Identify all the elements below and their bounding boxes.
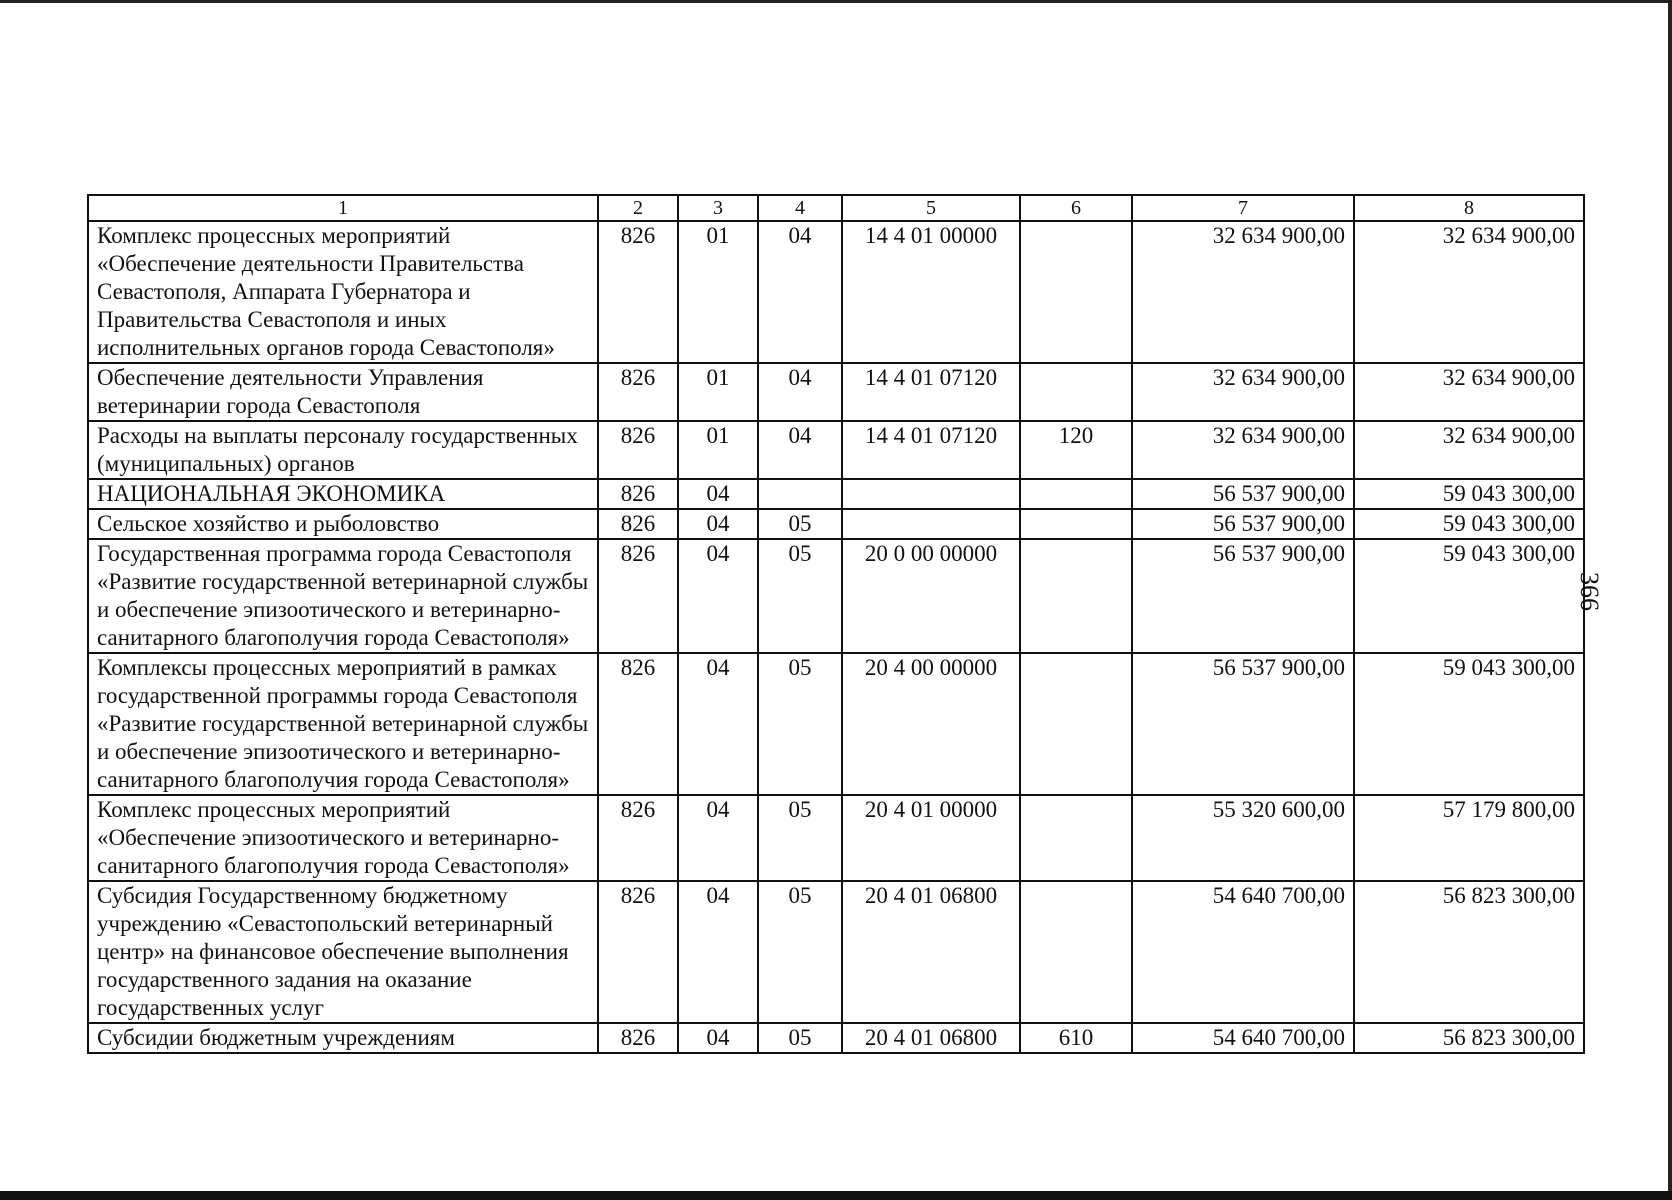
target-article-cell: 14 4 01 07120 (842, 421, 1020, 479)
amount-cell-year1: 54 640 700,00 (1132, 1023, 1354, 1053)
section-code-cell: 04 (678, 479, 758, 509)
subsection-code-cell: 04 (758, 421, 842, 479)
table-body (88, 195, 1584, 1053)
amount-cell-year1: 56 537 900,00 (1132, 509, 1354, 539)
target-article-cell: 20 4 00 00000 (842, 653, 1020, 795)
amount-cell-year2: 56 823 300,00 (1354, 1023, 1584, 1053)
amount-cell-year1: 32 634 900,00 (1132, 363, 1354, 421)
subsection-code-cell: 05 (758, 509, 842, 539)
table-row (88, 363, 1584, 421)
section-code-cell: 04 (678, 1023, 758, 1053)
column-header-5: 5 (842, 195, 1020, 221)
amount-cell-year1: 56 537 900,00 (1132, 479, 1354, 509)
target-article-cell (842, 509, 1020, 539)
table-row (88, 653, 1584, 795)
target-article-cell: 20 0 00 00000 (842, 539, 1020, 653)
ved-code-cell: 826 (598, 653, 678, 795)
amount-cell-year2: 56 823 300,00 (1354, 881, 1584, 1023)
subsection-code-cell: 05 (758, 653, 842, 795)
section-code-cell: 04 (678, 509, 758, 539)
scan-edge-bottom (0, 1191, 1672, 1200)
table-row (88, 795, 1584, 881)
row-name-cell: Комплекс процессных мероприятий «Обеспечение эпизоотического и ветеринарно-санитарного благополучия города Севастополя» (88, 795, 598, 881)
row-name-cell: НАЦИОНАЛЬНАЯ ЭКОНОМИКА (88, 479, 598, 509)
column-header-4: 4 (758, 195, 842, 221)
target-article-cell: 20 4 01 06800 (842, 881, 1020, 1023)
expense-type-cell (1020, 653, 1132, 795)
column-header-3: 3 (678, 195, 758, 221)
amount-cell-year2: 59 043 300,00 (1354, 653, 1584, 795)
subsection-code-cell: 05 (758, 1023, 842, 1053)
target-article-cell: 20 4 01 00000 (842, 795, 1020, 881)
amount-cell-year2: 32 634 900,00 (1354, 363, 1584, 421)
table-row (88, 509, 1584, 539)
amount-cell-year2: 59 043 300,00 (1354, 539, 1584, 653)
scan-edge-right (1668, 0, 1672, 1200)
table-row (88, 1023, 1584, 1053)
column-header-6: 6 (1020, 195, 1132, 221)
subsection-code-cell: 05 (758, 539, 842, 653)
expense-type-cell (1020, 509, 1132, 539)
table-row (88, 421, 1584, 479)
expense-type-cell: 610 (1020, 1023, 1132, 1053)
row-name-cell: Расходы на выплаты персоналу государственных (муниципальных) органов (88, 421, 598, 479)
row-name-cell: Субсидии бюджетным учреждениям (88, 1023, 598, 1053)
ved-code-cell: 826 (598, 539, 678, 653)
section-code-cell: 04 (678, 795, 758, 881)
target-article-cell: 14 4 01 00000 (842, 221, 1020, 363)
column-header-8: 8 (1354, 195, 1584, 221)
scan-edge-top (0, 0, 1672, 3)
ved-code-cell: 826 (598, 221, 678, 363)
budget-table (87, 194, 1585, 1054)
expense-type-cell (1020, 795, 1132, 881)
table-row (88, 221, 1584, 363)
row-name-cell: Сельское хозяйство и рыболовство (88, 509, 598, 539)
column-header-2: 2 (598, 195, 678, 221)
amount-cell-year1: 55 320 600,00 (1132, 795, 1354, 881)
amount-cell-year2: 59 043 300,00 (1354, 509, 1584, 539)
ved-code-cell: 826 (598, 881, 678, 1023)
amount-cell-year2: 59 043 300,00 (1354, 479, 1584, 509)
subsection-code-cell: 05 (758, 795, 842, 881)
expense-type-cell (1020, 539, 1132, 653)
header-row (88, 195, 1584, 221)
subsection-code-cell: 04 (758, 363, 842, 421)
section-code-cell: 01 (678, 221, 758, 363)
row-name-cell: Комплексы процессных мероприятий в рамках государственной программы города Севастополя «Развитие государственной ветеринарной службы и обеспечение эпизоотического и ветеринарно-санитарного благополучия города Севастополя» (88, 653, 598, 795)
ved-code-cell: 826 (598, 363, 678, 421)
table-row (88, 881, 1584, 1023)
column-header-7: 7 (1132, 195, 1354, 221)
section-code-cell: 01 (678, 363, 758, 421)
subsection-code-cell (758, 479, 842, 509)
ved-code-cell: 826 (598, 479, 678, 509)
table-row (88, 479, 1584, 509)
expense-type-cell (1020, 363, 1132, 421)
row-name-cell: Комплекс процессных мероприятий «Обеспечение деятельности Правительства Севастополя, Аппарата Губернатора и Правительства Севастополя и иных исполнительных органов города Севастополя» (88, 221, 598, 363)
ved-code-cell: 826 (598, 795, 678, 881)
amount-cell-year2: 57 179 800,00 (1354, 795, 1584, 881)
subsection-code-cell: 04 (758, 221, 842, 363)
amount-cell-year2: 32 634 900,00 (1354, 421, 1584, 479)
ved-code-cell: 826 (598, 1023, 678, 1053)
expense-type-cell (1020, 881, 1132, 1023)
expense-type-cell (1020, 479, 1132, 509)
target-article-cell: 20 4 01 06800 (842, 1023, 1020, 1053)
row-name-cell: Государственная программа города Севастополя «Развитие государственной ветеринарной службы и обеспечение эпизоотического и ветеринарно-санитарного благополучия города Севастополя» (88, 539, 598, 653)
table-row (88, 539, 1584, 653)
row-name-cell: Обеспечение деятельности Управления ветеринарии города Севастополя (88, 363, 598, 421)
section-code-cell: 04 (678, 539, 758, 653)
expense-type-cell (1020, 221, 1132, 363)
page-number: 366 (1575, 572, 1604, 611)
target-article-cell: 14 4 01 07120 (842, 363, 1020, 421)
subsection-code-cell: 05 (758, 881, 842, 1023)
column-header-1: 1 (88, 195, 598, 221)
section-code-cell: 01 (678, 421, 758, 479)
amount-cell-year1: 56 537 900,00 (1132, 653, 1354, 795)
amount-cell-year2: 32 634 900,00 (1354, 221, 1584, 363)
amount-cell-year1: 32 634 900,00 (1132, 221, 1354, 363)
target-article-cell (842, 479, 1020, 509)
row-name-cell: Субсидия Государственному бюджетному учреждению «Севастопольский ветеринарный центр» на финансовое обеспечение выполнения государственного задания на оказание государственных услуг (88, 881, 598, 1023)
ved-code-cell: 826 (598, 421, 678, 479)
section-code-cell: 04 (678, 881, 758, 1023)
amount-cell-year1: 56 537 900,00 (1132, 539, 1354, 653)
expense-type-cell: 120 (1020, 421, 1132, 479)
section-code-cell: 04 (678, 653, 758, 795)
amount-cell-year1: 32 634 900,00 (1132, 421, 1354, 479)
ved-code-cell: 826 (598, 509, 678, 539)
amount-cell-year1: 54 640 700,00 (1132, 881, 1354, 1023)
